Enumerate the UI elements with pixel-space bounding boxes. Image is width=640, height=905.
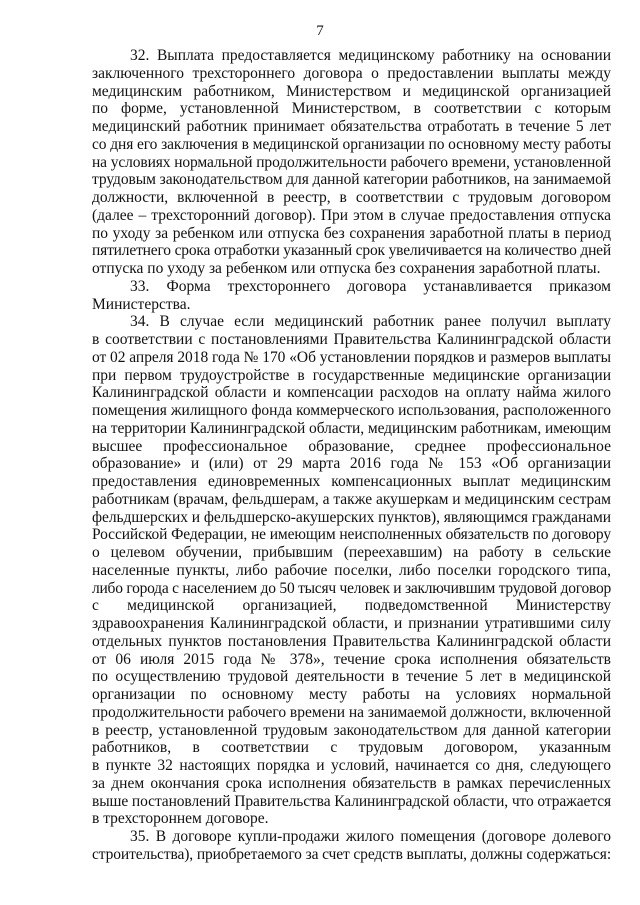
text-line: по уходу за ребенком или отпуска без сохранения заработной платы в период	[92, 224, 611, 242]
text-line: на условиях нормальной продолжительности рабочего времени, установленной	[92, 153, 611, 171]
paragraph-p33	[92, 278, 611, 314]
text-line: медицинский работник принимает обязательства отработать в течение 5 лет	[92, 118, 611, 135]
text-line: при первом трудоустройстве в государственные медицинские организации	[92, 366, 611, 384]
text-line: в соответствии с постановлениями Правительства Калининградской области	[92, 331, 611, 348]
paragraph-p34	[92, 313, 611, 828]
text-line: о целевом обучении, прибывшим (переехавшим) на работу в сельские	[92, 544, 611, 561]
text-line: от 02 апреля 2018 года № 170 «Об установлении порядков и размеров выплаты	[92, 348, 611, 366]
text-line: в трехстороннем договоре.	[92, 810, 269, 828]
text-line: населенные пункты, либо рабочие поселки, либо поселки городского типа,	[92, 561, 611, 579]
text-line: выше постановлений Правительства Калининградской области, что отражается	[92, 792, 612, 810]
text-line: медицинским работником, Министерством и медицинской организацией	[92, 82, 611, 100]
text-line: 33. Форма трехстороннего договора устанавливается приказом	[130, 277, 611, 295]
text-line: либо города с населением до 50 тысяч человек и заключившим трудовой договор	[92, 579, 611, 597]
text-line: организации по основному месту работы на условиях нормальной	[92, 686, 611, 703]
text-line: Российской Федерации, не имеющим неисполненных обязательств по договору	[92, 526, 611, 544]
text-line: высшее профессиональное образование, среднее профессиональное	[92, 437, 611, 455]
text-line: в реестр, установленной трудовым законодательством для данной категории	[92, 721, 611, 739]
text-line: по форме, установленной Министерством, в соответствии с которым	[92, 100, 611, 118]
text-line: продолжительности рабочего времени на занимаемой должности, включенной	[92, 703, 611, 721]
text-line: заключенного трехстороннего договора о предоставлении выплаты между	[92, 64, 611, 82]
text-line: должности, включенной в реестр, в соответствии с трудовым договором	[92, 189, 611, 206]
text-line: Калининградской области и компенсации расходов на оплату найма жилого	[92, 384, 611, 402]
text-line: работникам (врачам, фельдшерам, а также акушеркам и медицинским сестрам	[92, 490, 611, 508]
text-line: предоставления единовременных компенсационных выплат медицинским	[92, 473, 611, 490]
text-line: в пункте 32 настоящих порядка и условий, начинается со дня, следующего	[92, 757, 611, 774]
text-line: на территории Калининградской области, медицинским работникам, имеющим	[92, 419, 611, 437]
text-line: 35. В договоре купли-продажи жилого помещения (договоре долевого	[130, 828, 611, 845]
text-line: строительства), приобретаемого за счет средств выплаты, должны содержаться:	[92, 845, 612, 863]
text-line: со дня его заключения в медицинской организации по основному месту работы	[92, 135, 612, 153]
text-line: фельдшерских и фельдшерско-акушерских пунктов), являющимся гражданами	[92, 508, 611, 526]
text-line: здравоохранения Калининградской области, и признании утратившими силу	[92, 615, 611, 632]
text-line: 34. В случае если медицинский работник ранее получил выплату	[130, 313, 611, 331]
text-line: трудовым законодательством для данной категории работников, на занимаемой	[92, 171, 611, 189]
text-line: отдельных пунктов постановления Правительства Калининградской области	[92, 632, 611, 650]
paragraph-p32	[92, 47, 611, 278]
text-line: по осуществлению трудовой деятельности в течение 5 лет в медицинской	[92, 668, 611, 686]
text-line: 32. Выплата предоставляется медицинскому работнику на основании	[130, 47, 611, 64]
text-line: работников, в соответствии с трудовым договором, указанным	[92, 739, 611, 757]
paragraph-p35	[92, 828, 611, 864]
text-line: за днем окончания срока исполнения обязательств в рамках перечисленных	[92, 774, 611, 792]
text-line: (далее – трехсторонний договор). При этом в случае предоставления отпуска	[92, 206, 611, 224]
document-body	[92, 47, 611, 864]
text-line: с медицинской организацией, подведомственной Министерству	[92, 597, 611, 615]
text-line: Министерства.	[92, 295, 191, 313]
page-number: 7	[316, 23, 324, 39]
text-line: от 06 июля 2015 года № 378», течение срока исполнения обязательств	[92, 650, 611, 668]
text-line: отпуска по уходу за ребенком или отпуска без сохранения заработной платы.	[92, 260, 601, 277]
text-line: помещения жилищного фонда коммерческого использования, расположенного	[92, 402, 611, 419]
text-line: пятилетнего срока отработки указанный срок увеличивается на количество дней	[92, 242, 612, 260]
text-line: образование» и (или) от 29 марта 2016 года № 153 «Об организации	[92, 455, 611, 473]
